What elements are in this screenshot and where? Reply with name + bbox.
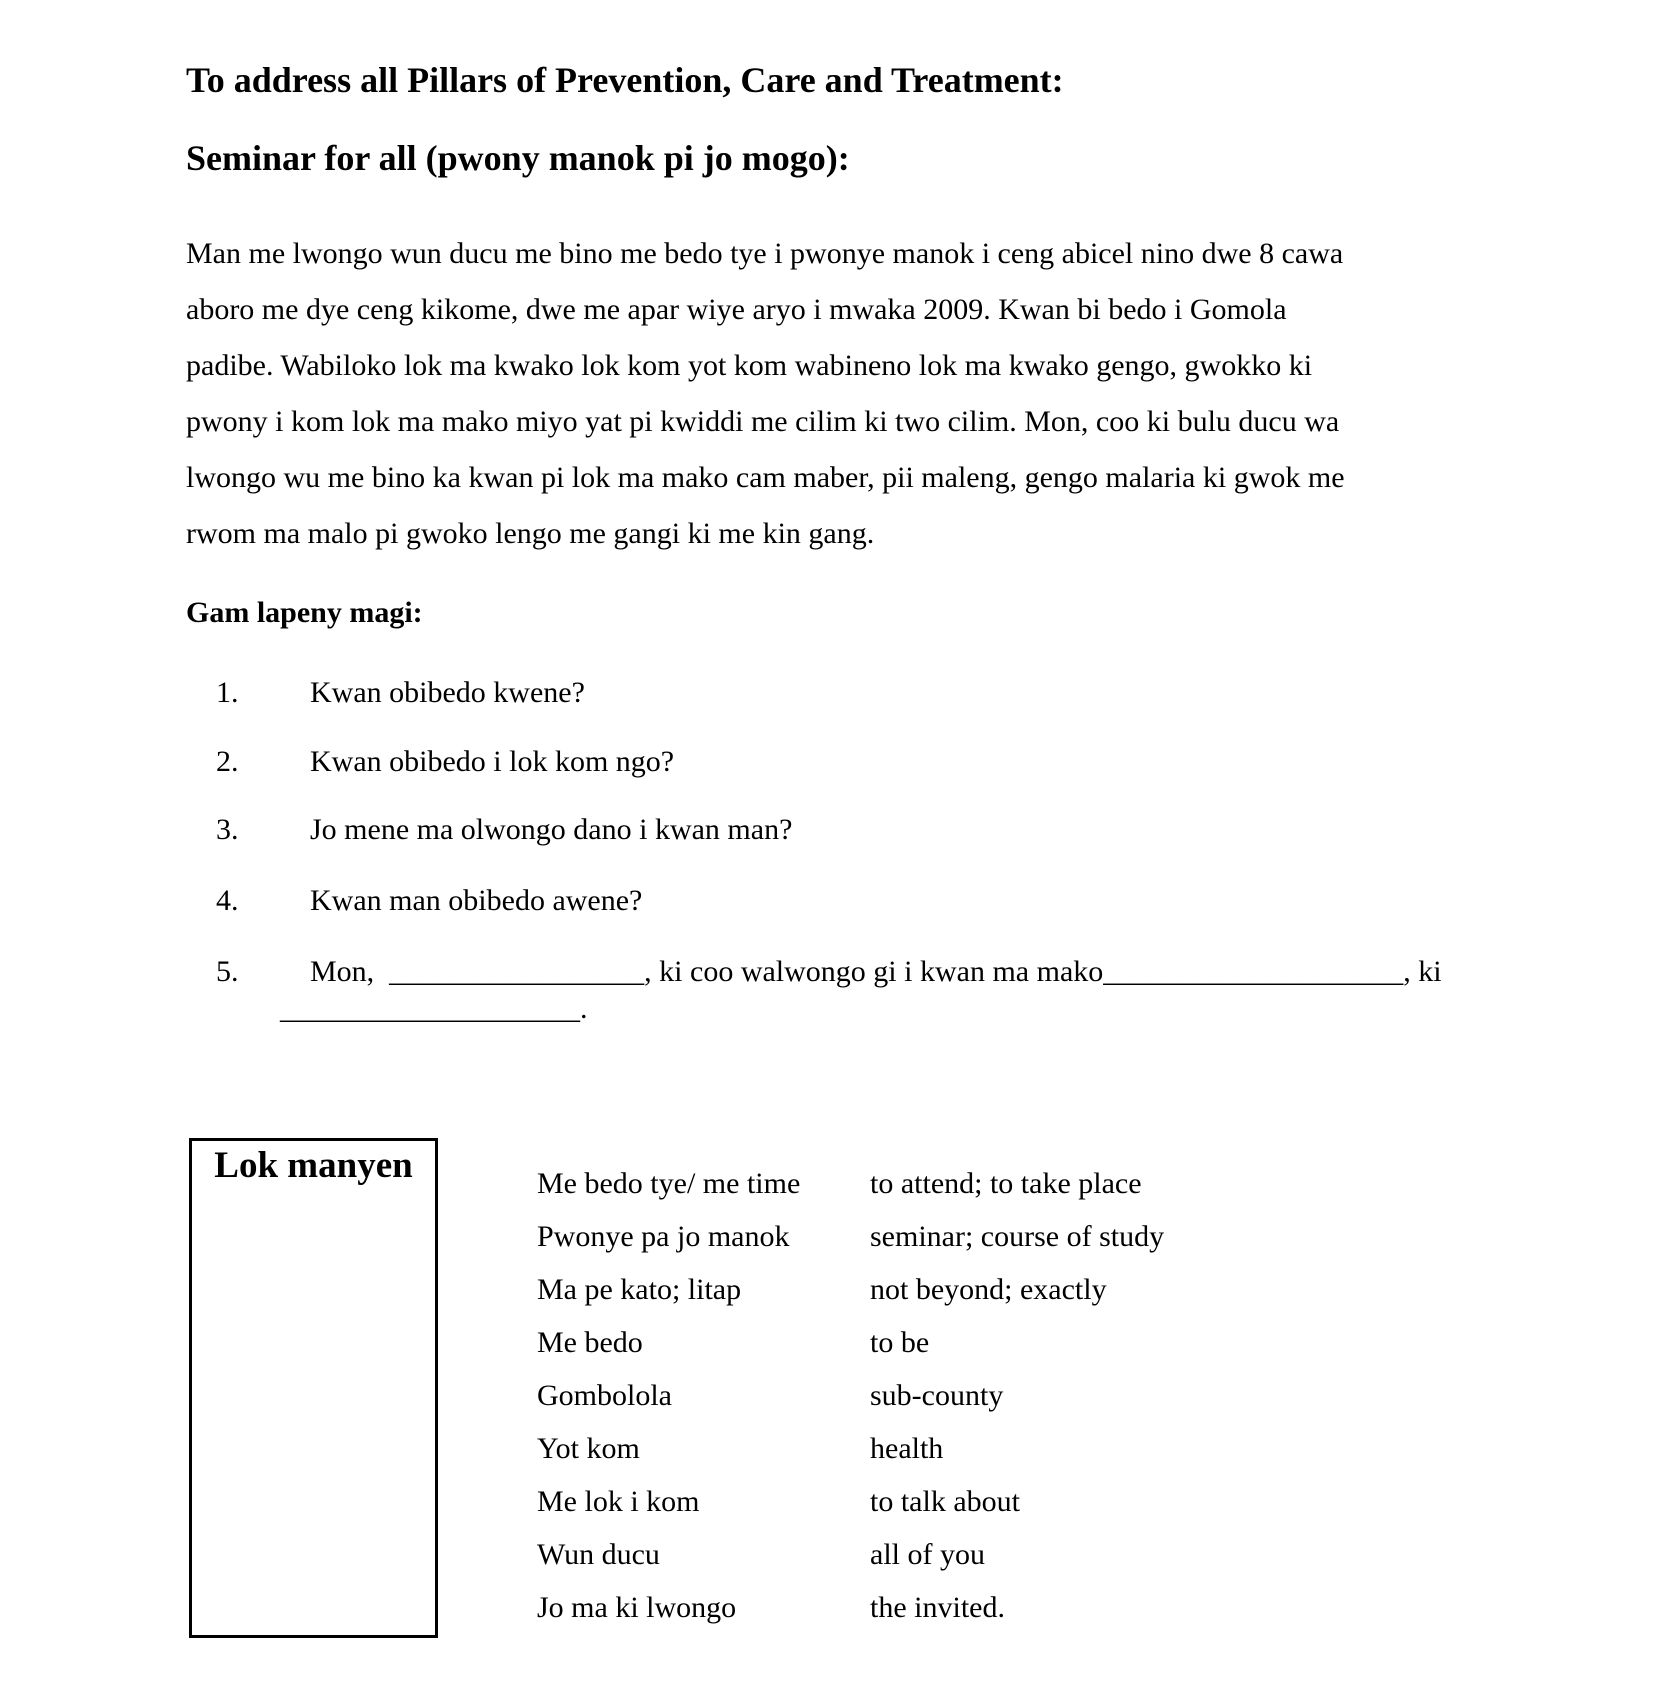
question-text: Jo mene ma olwongo dano i kwan man? xyxy=(310,813,793,846)
vocab-term: Me bedo tye/ me time xyxy=(537,1167,801,1200)
question-5-continuation-blank: ____________________. xyxy=(280,992,588,1025)
vocab-translation: health xyxy=(870,1432,944,1465)
question-number: 5. xyxy=(216,955,239,988)
new-words-box-title: Lok manyen xyxy=(214,1145,413,1186)
vocab-row xyxy=(537,1210,1164,1263)
questions-heading: Gam lapeny magi: xyxy=(186,596,423,629)
vocab-row xyxy=(537,1422,1164,1475)
vocab-term: Me lok i kom xyxy=(537,1485,700,1518)
vocab-term: Pwonye pa jo manok xyxy=(537,1220,790,1253)
vocab-translation: the invited. xyxy=(870,1591,1005,1624)
question-text: Kwan obibedo kwene? xyxy=(310,676,585,709)
question-text: Kwan man obibedo awene? xyxy=(310,884,643,917)
vocab-row xyxy=(537,1528,1164,1581)
vocab-row xyxy=(537,1369,1164,1422)
vocab-translation: not beyond; exactly xyxy=(870,1273,1107,1306)
vocab-row xyxy=(537,1581,1164,1634)
question-text: Kwan obibedo i lok kom ngo? xyxy=(310,745,675,778)
vocab-row xyxy=(537,1157,1164,1210)
vocab-translation: sub-county xyxy=(870,1379,1004,1412)
question-number: 2. xyxy=(216,745,239,778)
vocab-translation: to be xyxy=(870,1326,930,1359)
vocab-translation: all of you xyxy=(870,1538,985,1571)
paragraph-line: lwongo wu me bino ka kwan pi lok ma mako cam maber, pii maleng, gengo malaria ki gwok me xyxy=(186,461,1345,494)
vocab-term: Gombolola xyxy=(537,1379,672,1412)
vocab-row xyxy=(537,1263,1164,1316)
paragraph-line: padibe. Wabiloko lok ma kwako lok kom yot kom wabineno lok ma kwako gengo, gwokko ki xyxy=(186,349,1313,382)
vocab-translation: to attend; to take place xyxy=(870,1167,1142,1200)
vocab-row xyxy=(537,1475,1164,1528)
question-number: 4. xyxy=(216,884,239,917)
question-text-with-blanks: Mon, _________________, ki coo walwongo gi i kwan ma mako____________________, ki xyxy=(310,955,1442,988)
vocab-term: Ma pe kato; litap xyxy=(537,1273,742,1306)
heading-seminar: Seminar for all (pwony manok pi jo mogo): xyxy=(186,138,850,178)
paragraph-line: aboro me dye ceng kikome, dwe me apar wiye aryo i mwaka 2009. Kwan bi bedo i Gomola xyxy=(186,293,1287,326)
vocabulary-list xyxy=(537,1157,1164,1634)
paragraph-line: pwony i kom lok ma mako miyo yat pi kwiddi me cilim ki two cilim. Mon, coo ki bulu ducu wa xyxy=(186,405,1340,438)
vocab-term: Wun ducu xyxy=(537,1538,660,1571)
vocab-translation: seminar; course of study xyxy=(870,1220,1165,1253)
question-number: 1. xyxy=(216,676,239,709)
vocab-term: Yot kom xyxy=(537,1432,640,1465)
vocab-term: Jo ma ki lwongo xyxy=(537,1591,737,1624)
question-number: 3. xyxy=(216,813,239,846)
vocab-translation: to talk about xyxy=(870,1485,1020,1518)
paragraph-line: rwom ma malo pi gwoko lengo me gangi ki me kin gang. xyxy=(186,517,875,550)
heading-pillars: To address all Pillars of Prevention, Care and Treatment: xyxy=(186,60,1064,100)
paragraph-line: Man me lwongo wun ducu me bino me bedo tye i pwonye manok i ceng abicel nino dwe 8 cawa xyxy=(186,237,1344,270)
vocab-term: Me bedo xyxy=(537,1326,643,1359)
invitation-paragraph xyxy=(186,226,1345,562)
new-words-box xyxy=(189,1138,438,1638)
vocab-row xyxy=(537,1316,1164,1369)
